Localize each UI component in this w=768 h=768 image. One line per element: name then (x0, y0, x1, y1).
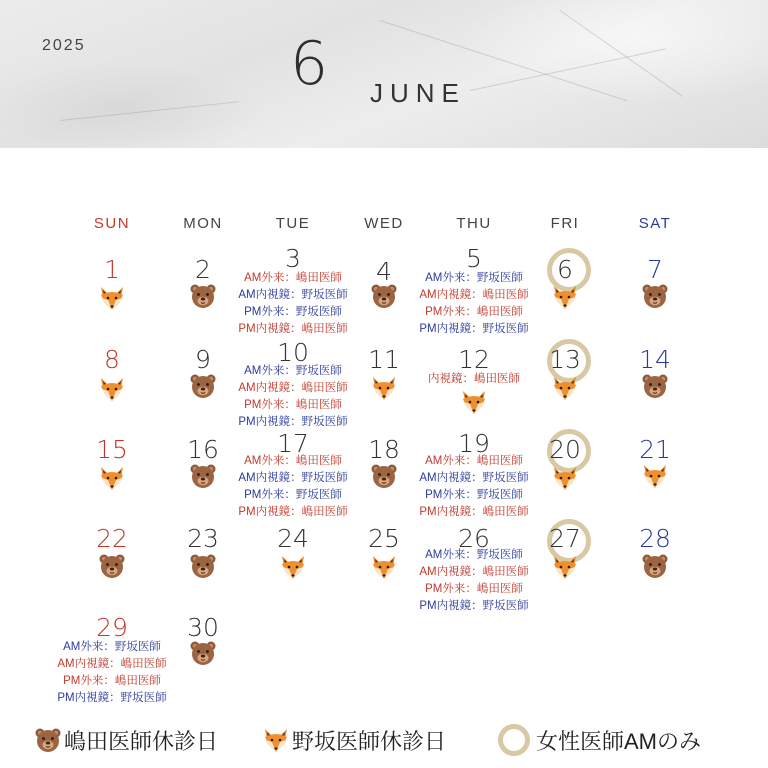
day-cell[interactable] (419, 429, 529, 521)
day-cell[interactable] (158, 613, 248, 703)
schedule-notes: AM外来：野坂医師 AM内視鏡：嶋田医師 PM外来：嶋田医師 PM内視鏡：野坂医師 (419, 272, 529, 335)
schedule-notes: AM外来：嶋田医師 AM内視鏡：野坂医師 PM外来：野坂医師 PM内視鏡：嶋田医師 (238, 272, 348, 335)
day-cell[interactable] (248, 524, 338, 614)
fox-icon (279, 553, 307, 581)
day-number: 9 (195, 345, 211, 374)
day-cell[interactable] (238, 244, 348, 336)
bear-icon (641, 552, 669, 580)
day-number: 11 (368, 345, 400, 374)
day-cell[interactable] (520, 524, 610, 614)
day-cell[interactable] (238, 338, 348, 430)
day-number: 28 (639, 524, 671, 553)
fox-icon (551, 374, 579, 402)
fox-icon (551, 283, 579, 311)
weekday-sun: SUN (93, 215, 131, 232)
fox-icon (460, 388, 488, 416)
fox-icon (98, 464, 126, 492)
day-cell[interactable] (67, 252, 157, 342)
day-cell[interactable] (610, 343, 700, 433)
day-number: 7 (647, 255, 663, 284)
day-cell[interactable] (610, 524, 700, 614)
day-cell[interactable] (520, 343, 610, 433)
day-number: 18 (368, 435, 400, 464)
fox-icon (551, 553, 579, 581)
day-number: 19 (458, 429, 490, 458)
bear-icon (641, 282, 669, 310)
legend-ring (498, 724, 701, 756)
day-cell[interactable] (520, 252, 610, 342)
day-cell[interactable] (238, 429, 348, 521)
marble-header (0, 0, 768, 148)
weekday-tue: TUE (275, 215, 311, 232)
day-number: 30 (187, 613, 219, 642)
fox-icon (641, 462, 669, 490)
day-number: 13 (549, 345, 581, 374)
day-number: 5 (466, 244, 482, 273)
fox-icon (262, 726, 290, 754)
bear-icon (189, 552, 217, 580)
day-number: 25 (368, 524, 400, 553)
ring-icon (498, 724, 530, 756)
day-number: 22 (96, 524, 128, 553)
day-number: 4 (376, 257, 392, 286)
weekday-thu: THU (456, 215, 492, 232)
bear-icon (189, 639, 217, 667)
day-number: 20 (549, 435, 581, 464)
day-number: 6 (557, 255, 573, 284)
day-number: 15 (96, 435, 128, 464)
day-number: 16 (187, 435, 219, 464)
year-label: 2025 (42, 37, 86, 54)
day-cell[interactable] (419, 524, 529, 614)
day-number: 2 (195, 255, 211, 284)
day-cell[interactable] (67, 434, 157, 524)
day-number: 1 (104, 255, 120, 284)
day-cell[interactable] (429, 343, 519, 433)
day-number: 3 (285, 244, 301, 273)
day-number: 29 (96, 613, 128, 642)
fox-icon (98, 284, 126, 312)
month-name: JUNE (370, 78, 466, 108)
day-cell[interactable] (610, 434, 700, 524)
schedule-notes: AM外来：嶋田医師 AM内視鏡：野坂医師 PM外来：野坂医師 PM内視鏡：嶋田医師 (419, 455, 529, 518)
day-number: 12 (458, 345, 490, 374)
month-number: 6 (290, 29, 329, 99)
day-cell[interactable] (67, 343, 157, 433)
schedule-notes: 内視鏡：嶋田医師 (428, 373, 520, 385)
fox-icon (98, 375, 126, 403)
day-number: 17 (277, 429, 309, 458)
day-number: 14 (639, 345, 671, 374)
schedule-notes: AM外来：嶋田医師 AM内視鏡：野坂医師 PM外来：野坂医師 PM内視鏡：嶋田医師 (238, 455, 348, 518)
legend-ring-label: 女性医師AMのみ (536, 728, 702, 754)
legend-bear-label: 嶋田医師休診日 (64, 728, 219, 754)
day-cell[interactable] (419, 244, 529, 336)
day-number: 21 (639, 435, 671, 464)
day-cell[interactable] (57, 613, 167, 704)
schedule-notes: AM外来：野坂医師 AM内視鏡：嶋田医師 PM外来：嶋田医師 PM内視鏡：野坂医師 (238, 365, 348, 428)
weekday-sat: SAT (638, 215, 672, 232)
fox-icon (551, 464, 579, 492)
schedule-notes: AM外来：野坂医師 AM内視鏡：嶋田医師 PM外来：嶋田医師 PM内視鏡：野坂医師 (57, 641, 167, 704)
weekday-fri: FRI (550, 215, 580, 232)
day-cell[interactable] (158, 524, 248, 614)
day-number: 24 (277, 524, 309, 553)
bear-icon (34, 726, 62, 754)
day-number: 27 (549, 524, 581, 553)
day-cell[interactable] (339, 343, 429, 433)
day-cell[interactable] (610, 252, 700, 342)
bear-icon (98, 552, 126, 580)
weekday-wed: WED (364, 215, 404, 232)
schedule-notes: AM外来：野坂医師 AM内視鏡：嶋田医師 PM外来：嶋田医師 PM内視鏡：野坂医師 (419, 549, 529, 612)
bear-icon (641, 372, 669, 400)
day-number: 10 (277, 338, 309, 367)
day-cell[interactable] (520, 434, 610, 524)
legend-fox-label: 野坂医師休診日 (292, 728, 447, 754)
day-number: 26 (458, 524, 490, 553)
legend-fox (262, 724, 446, 756)
day-number: 23 (187, 524, 219, 553)
day-number: 8 (104, 345, 120, 374)
legend-bear (34, 724, 218, 756)
weekday-mon: MON (183, 215, 223, 232)
day-cell[interactable] (67, 524, 157, 614)
